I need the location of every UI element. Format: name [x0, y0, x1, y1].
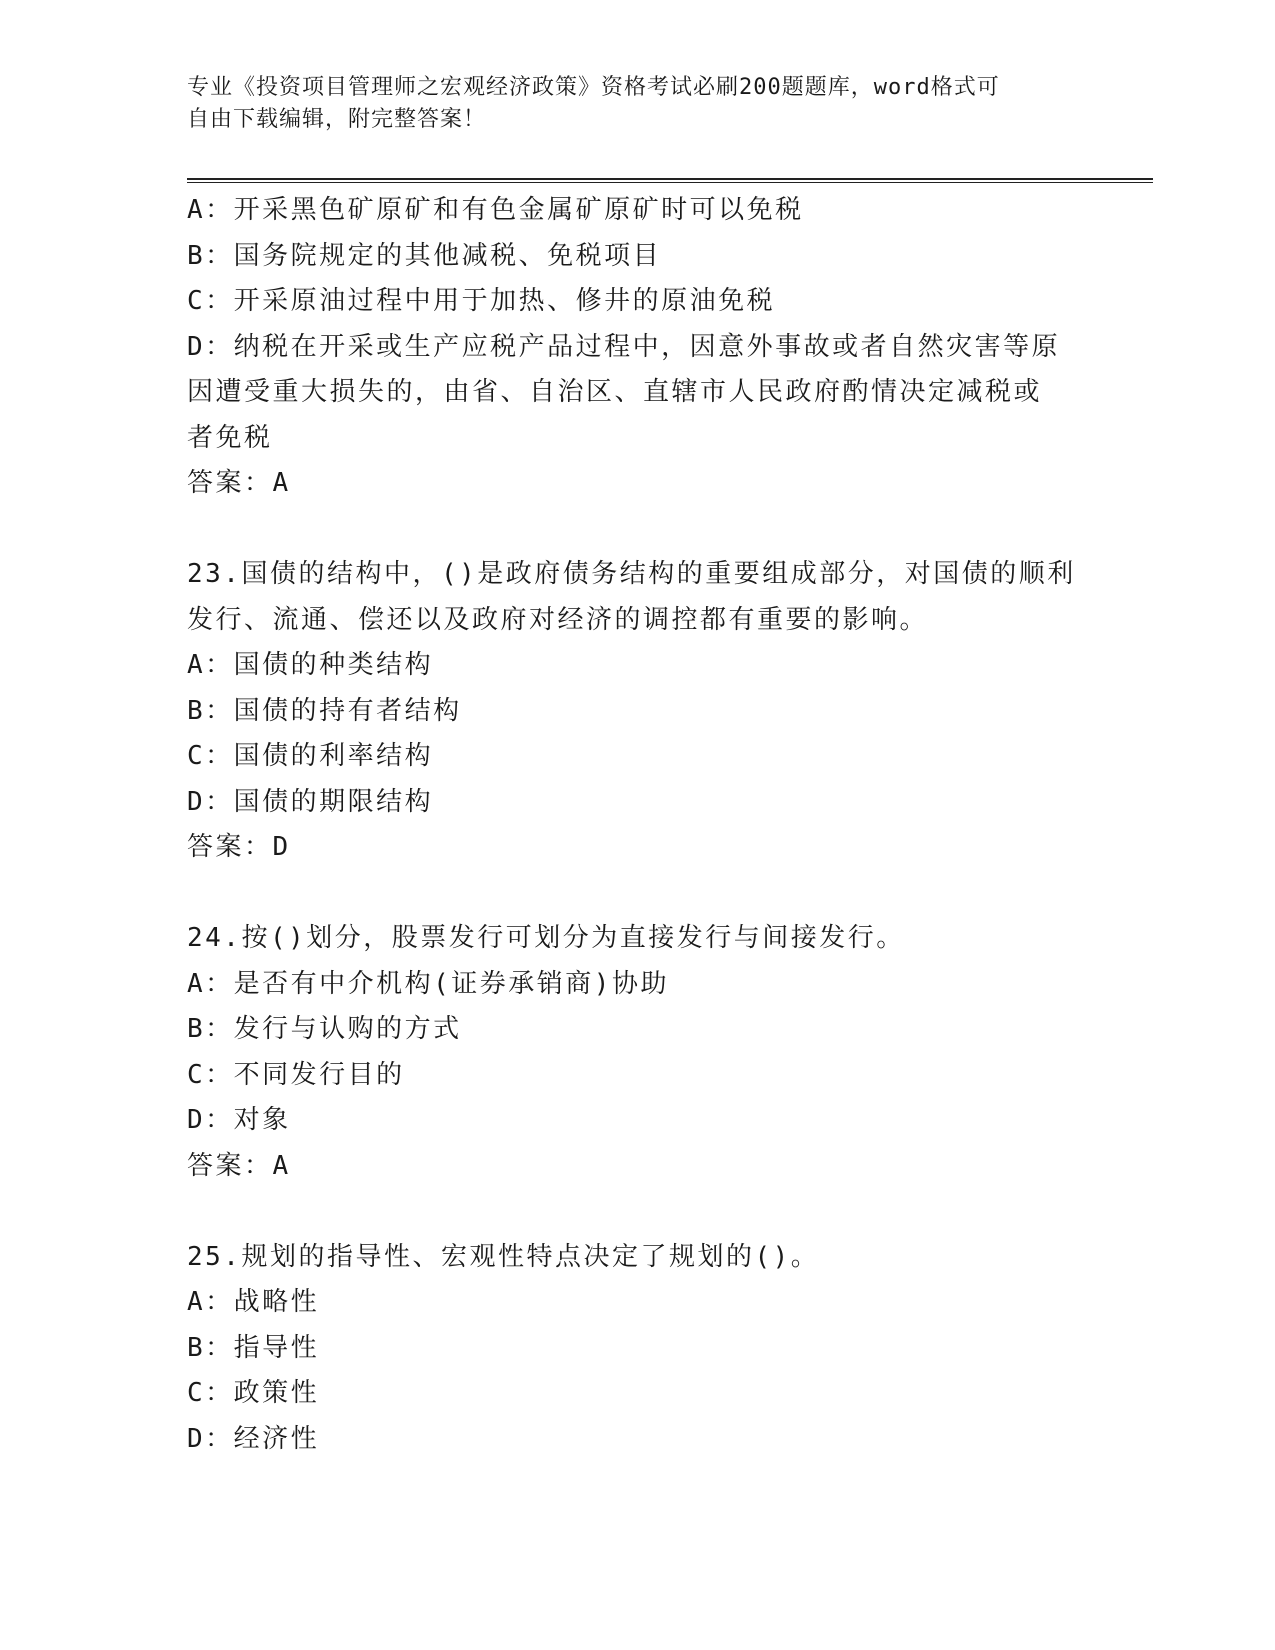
- header-line-1: 专业《投资项目管理师之宏观经济政策》资格考试必刷200题题库，word格式可: [187, 75, 1000, 100]
- option-d-line-2: 因遭受重大损失的，由省、自治区、直辖市人民政府酌情决定减税或: [187, 377, 1043, 407]
- page-header: [187, 72, 1067, 136]
- option-c: C：政策性: [187, 1378, 320, 1408]
- question-24: [187, 916, 1087, 1189]
- option-a: A：国债的种类结构: [187, 650, 434, 680]
- question-22-continued: [187, 188, 1087, 507]
- answer: 答案：D: [187, 832, 291, 862]
- option-b: B：指导性: [187, 1332, 320, 1363]
- option-a: A：是否有中介机构(证券承销商)协助: [187, 968, 669, 999]
- option-c: C：开采原油过程中用于加热、修井的原油免税: [187, 286, 776, 316]
- question-stem: 24.按()划分，股票发行可划分为直接发行与间接发行。: [187, 923, 905, 953]
- question-stem: 25.规划的指导性、宏观性特点决定了规划的()。: [187, 1241, 820, 1272]
- option-d: D：国债的期限结构: [187, 786, 434, 817]
- header-divider: [187, 178, 1153, 180]
- answer: 答案：A: [187, 1150, 291, 1181]
- option-d: D：对象: [187, 1105, 291, 1135]
- option-d-line-1: D：纳税在开采或生产应税产品过程中，因意外事故或者自然灾害等原: [187, 331, 1061, 362]
- question-stem-line-1: 23.国债的结构中，()是政府债务结构的重要组成部分，对国债的顺利: [187, 559, 1076, 589]
- spacer: [187, 871, 1087, 917]
- option-b: B：国务院规定的其他减税、免税项目: [187, 240, 662, 271]
- document-body: [187, 188, 1087, 1462]
- spacer: [187, 507, 1087, 553]
- question-stem-line-2: 发行、流通、偿还以及政府对经济的调控都有重要的影响。: [187, 604, 929, 635]
- option-d: D：经济性: [187, 1423, 320, 1454]
- question-25: [187, 1235, 1087, 1463]
- option-a: A：战略性: [187, 1287, 320, 1317]
- option-d-line-3: 者免税: [187, 422, 273, 453]
- option-b: B：发行与认购的方式: [187, 1014, 462, 1044]
- option-c: C：不同发行目的: [187, 1059, 405, 1090]
- header-line-2: 自由下载编辑，附完整答案！: [187, 107, 487, 132]
- spacer: [187, 1189, 1087, 1235]
- answer: 答案：A: [187, 468, 291, 498]
- header-divider-thin: [187, 182, 1153, 183]
- question-23: [187, 552, 1087, 871]
- option-a: A：开采黑色矿原矿和有色金属矿原矿时可以免税: [187, 195, 804, 225]
- option-b: B：国债的持有者结构: [187, 695, 462, 726]
- option-c: C：国债的利率结构: [187, 741, 434, 771]
